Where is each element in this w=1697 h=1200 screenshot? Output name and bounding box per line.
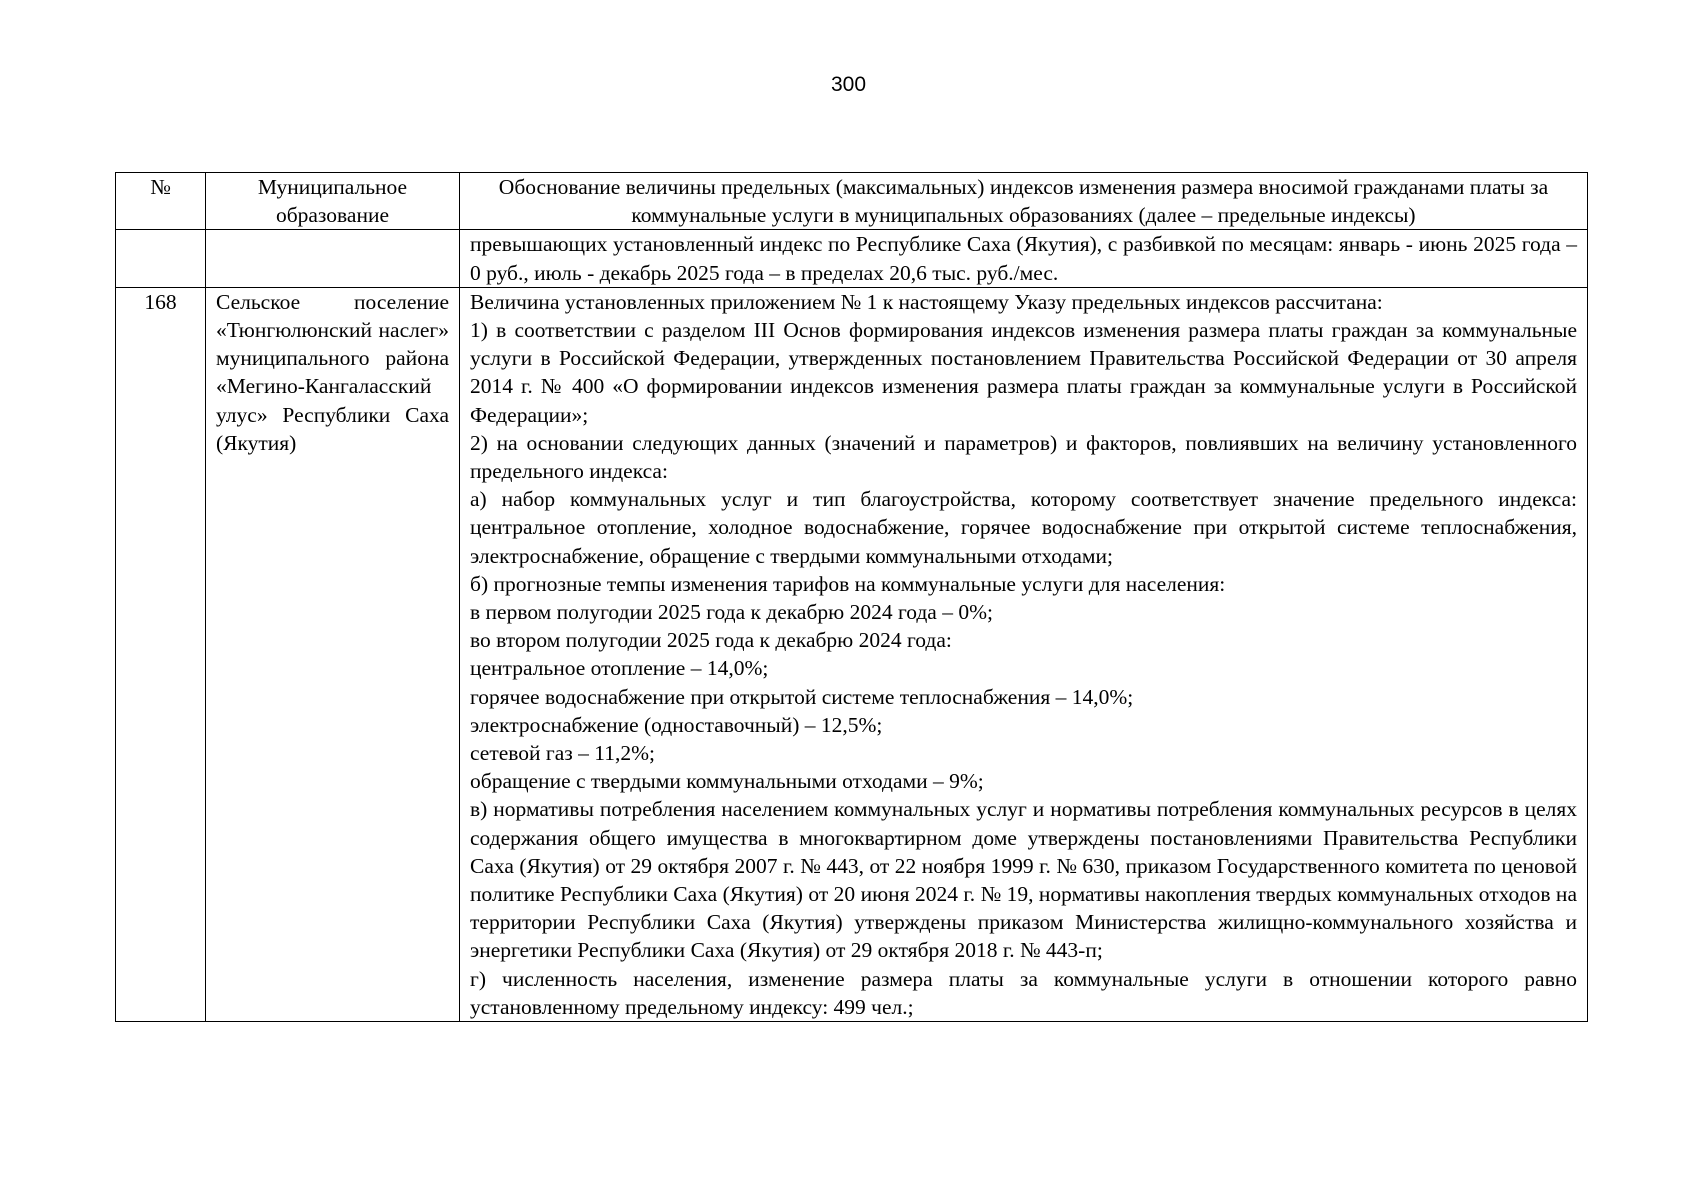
- basis-paragraph: а) набор коммунальных услуг и тип благоустройства, которому соответствует значение предельного индекса: центральное отопление, холодное водоснабжение, горячее водоснабжение при открытой системе теплоснабжения, электроснабжение, обращение с твердыми коммунальными отходами;: [470, 487, 1577, 568]
- cell-municipality: [206, 230, 460, 287]
- basis-paragraph: 1) в соответствии с разделом III Основ формирования индексов изменения размера платы граждан за коммунальные услуги в Российской Федерации, утвержденных постановлением Правительства Российской Федерации от 30 апреля 2014 г. № 400 «О формировании индексов изменения размера платы граждан за коммунальные услуги в Российской Федерации»;: [470, 318, 1577, 427]
- cell-basis: превышающих установленный индекс по Республике Саха (Якутия), с разбивкой по месяцам: январь - июнь 2025 года – 0 руб., июль - декабрь 2025 года – в пределах 20,6 тыс. руб./мес.: [460, 230, 1588, 287]
- page-number: 300: [830, 73, 867, 96]
- basis-paragraph: электроснабжение (одноставочный) – 12,5%;: [470, 712, 883, 737]
- basis-paragraph: горячее водоснабжение при открытой системе теплоснабжения – 14,0%;: [470, 684, 1134, 709]
- basis-paragraph: обращение с твердыми коммунальными отходами – 9%;: [470, 769, 984, 794]
- basis-paragraph: в первом полугодии 2025 года к декабрю 2024 года – 0%;: [470, 600, 993, 625]
- basis-paragraph: Величина установленных приложением № 1 к настоящему Указу предельных индексов рассчитана:: [470, 289, 1383, 314]
- index-justification-table: [115, 172, 1588, 1022]
- basis-paragraph: центральное отопление – 14,0%;: [470, 656, 769, 681]
- cell-number: [116, 230, 206, 287]
- table-row-continuation: [116, 230, 1588, 287]
- basis-paragraph: г) численность населения, изменение размера платы за коммунальные услуги в отношении которого равно установленному предельному индексу: 499 чел.;: [470, 966, 1577, 1019]
- cell-municipality: Сельское поселение «Тюнгюлюнский наслег» муниципального района «Мегино-Кангаласский улус» Республики Саха (Якутия): [206, 287, 460, 1021]
- basis-paragraph: 2) на основании следующих данных (значений и параметров) и факторов, повлиявших на величину установленного предельного индекса:: [470, 430, 1577, 484]
- table-row-168: [116, 287, 1588, 1021]
- header-basis: Обоснование величины предельных (максимальных) индексов изменения размера вносимой гражданами платы за коммунальные услуги в муниципальных образованиях (далее – предельные индексы): [460, 173, 1588, 230]
- basis-paragraph: во втором полугодии 2025 года к декабрю 2024 года:: [470, 628, 952, 653]
- cell-number: 168: [116, 287, 206, 1021]
- basis-paragraph: в) нормативы потребления населением коммунальных услуг и нормативы потребления коммунальных ресурсов в целях содержания общего имущества в многоквартирном доме утверждены постановлениями Правительства Республики Саха (Якутия) от 29 октября 2007 г. № 443, от 22 ноября 1999 г. № 630, приказом Государственного комитета по ценовой политике Республики Саха (Якутия) от 20 июня 2024 г. № 19, нормативы накопления твердых коммунальных отходов на территории Республики Саха (Якутия) утверждены приказом Министерства жилищно-коммунального хозяйства и энергетики Республики Саха (Якутия) от 29 октября 2018 г. № 443-п;: [470, 797, 1577, 963]
- basis-paragraph: сетевой газ – 11,2%;: [470, 741, 655, 766]
- header-number: №: [116, 173, 206, 230]
- table-header-row: [116, 173, 1588, 230]
- cell-basis: [460, 287, 1588, 1021]
- basis-paragraph: б) прогнозные темпы изменения тарифов на коммунальные услуги для населения:: [470, 571, 1226, 596]
- header-municipality: Муниципальное образование: [206, 173, 460, 230]
